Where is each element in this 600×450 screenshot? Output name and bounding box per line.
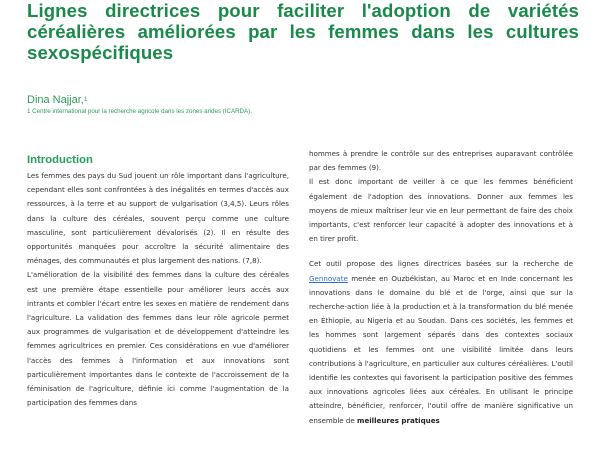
right-paragraph-2: Il est donc important de veiller à ce que les femmes bénéficient également de l'adoption des innovations. Donner aux femmes les moyens de mieux maîtriser leur vie en leur permettant de faire des choix importants, c'est renforcer leur capacité à adopter des innovations et à en tirer profit.: [309, 177, 573, 244]
bold-phrase: meilleures pratiques: [357, 415, 440, 425]
intro-paragraph-1: Les femmes des pays du Sud jouent un rôle important dans l'agriculture, cependant elles sont confrontées à des inégalités en termes d'accès aux ressources, à la terre et au support de vulgarisation (3,4,5). Leurs rôles dans la culture des céréales, souvent perçu comme une culture masculine, sont particulièrement dévalorisés (2). Il en résulte des opportunités manquées pour accroître la sécurité alimentaire des ménages, des communautés et plus largement des nations. (7,8).: [27, 171, 289, 266]
intro-paragraph-2: L'amélioration de la visibilité des femmes dans la culture des céréales est une première étape essentielle pour améliorer leurs accès aux intrants et combler l'écart entre les sexes en matière de rendement dans l'agriculture. La validation des femmes dans leur rôle agricole permet aux programmes de vulgarisation et de développement d'atteindre les femmes agricultrices en premier. Ces considérations en vue d'améliorer l'accès des femmes à l'information et aux innovations sont particulièrement importantes dans le contexte de l'accroissement de la féminisation de l'agriculture, définie ici comme l'augmentation de la participation des femmes dans: [27, 270, 289, 408]
right-column: [309, 147, 573, 428]
right-paragraph-1: hommes à prendre le contrôle sur des entreprises auparavant contrôlée par des femmes (9).: [309, 149, 573, 173]
author-superscript: 1: [83, 96, 88, 103]
right-paragraph-3: [309, 257, 573, 427]
gennovate-link[interactable]: Gennovate: [309, 273, 348, 283]
author-affiliation: 1 Centre international pour la recherche agricole dans les zones arides (ICARDA).: [27, 108, 252, 115]
paragraph-text: Cet outil propose des lignes directrices basées sur la recherche de: [309, 259, 573, 269]
author-line: [27, 94, 87, 107]
section-heading-introduction: Introduction: [27, 154, 93, 166]
author-name: Dina Najjar,: [27, 94, 84, 106]
left-column: [27, 162, 289, 410]
document-title: Lignes directrices pour faciliter l'adoption de variétés céréalières améliorées par les femmes dans les cultures sexospécifiques: [27, 0, 579, 63]
paragraph-text: menée en Ouzbékistan, au Maroc et en Inde concernant les innovations dans le domaine du blé et de l'orge, ainsi que sur la recherche-action liée à la production et à la transformation du blé menée en Éthiopie, au Nigeria et au Soudan. Dans ces sociétés, les femmes et les hommes sont largement séparés dans des contextes sociaux quotidiens et les femmes ont une visibilité limitée dans leurs contributions à l'agriculture, en particulier aux cultures céréalières. L'outil identifie les contextes qui favorisent la participation positive des femmes aux innovations agricoles liées aux céréales. En utilisant le principe atteindre, bénéficier, renforcer, l'outil offre de manière significative un ensemble de: [309, 273, 573, 425]
